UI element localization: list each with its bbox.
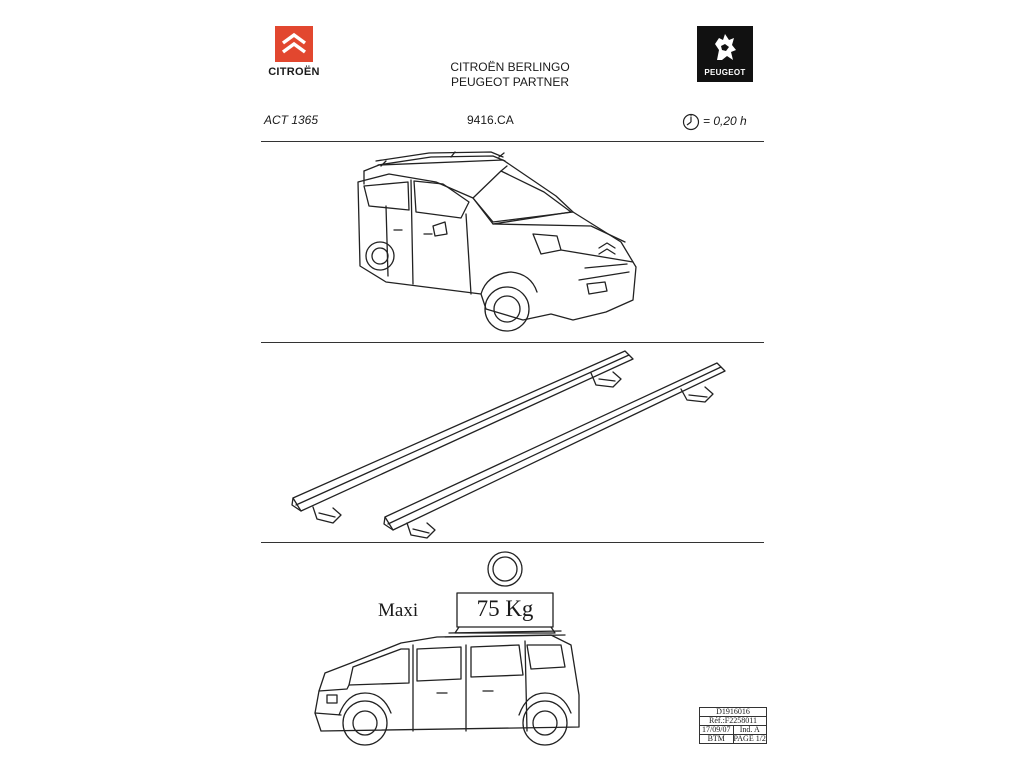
document-reference-stamp: [699, 707, 767, 744]
stamp-date: 17/09/07: [700, 726, 734, 734]
product-code: 9416.CA: [467, 113, 514, 127]
title-line-1: CITROËN BERLINGO: [450, 60, 570, 74]
max-load-prefix: Maxi: [378, 600, 419, 621]
act-reference: ACT 1365: [264, 113, 319, 127]
roof-bars-illustration: [261, 345, 764, 540]
fit-time-value: = 0,20 h: [703, 114, 747, 129]
citroen-brand-text: CITROËN: [268, 66, 320, 78]
stamp-page-row: [700, 735, 766, 743]
vehicle-front-illustration: [261, 144, 764, 340]
document-title: [410, 60, 610, 90]
section-divider: [261, 342, 764, 343]
stamp-index: Ind. A: [739, 726, 760, 734]
stamp-date-row: [700, 726, 766, 735]
stamp-reference: Réf.:F2258011: [700, 717, 766, 726]
section-divider: [261, 542, 764, 543]
peugeot-logo: [697, 26, 753, 82]
stamp-document-id: D1916016: [700, 708, 766, 717]
vehicle-load-illustration: [261, 545, 764, 750]
fit-time: [682, 113, 747, 131]
stamp-page: PAGE 1/2: [733, 735, 766, 743]
stamp-author: BTM: [700, 735, 734, 743]
clock-icon: [682, 113, 700, 131]
peugeot-brand-text: PEUGEOT: [704, 68, 746, 77]
peugeot-lion-icon: [707, 30, 743, 66]
title-line-2: PEUGEOT PARTNER: [450, 75, 570, 89]
max-load-weight: 75 Kg: [476, 596, 534, 621]
section-divider: [261, 141, 764, 142]
citroen-chevron-icon: [275, 26, 313, 62]
citroen-logo: [263, 26, 325, 82]
